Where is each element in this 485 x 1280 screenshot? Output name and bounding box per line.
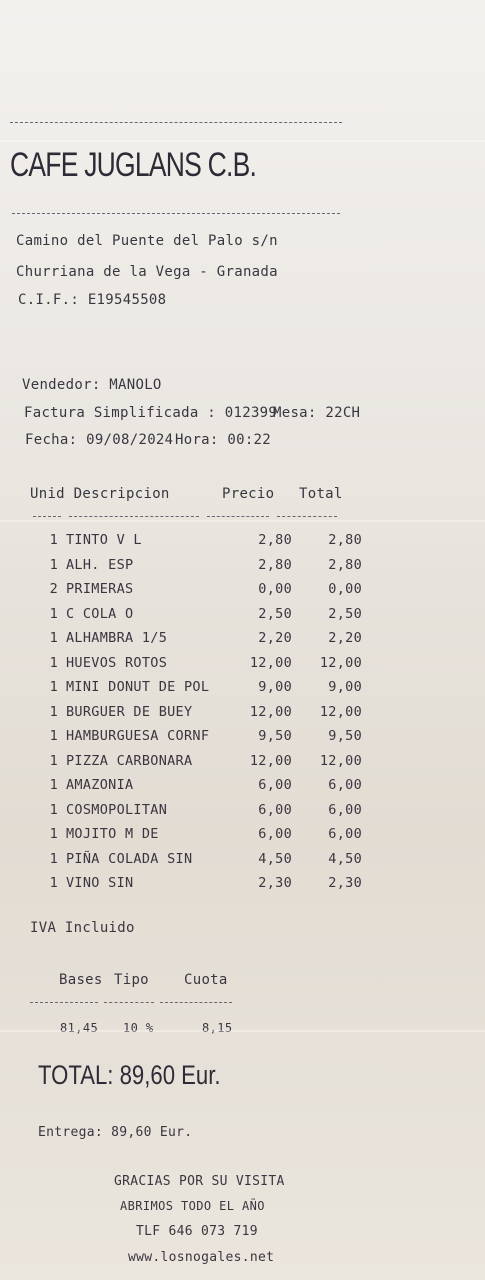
item-qty: 1 — [49, 605, 58, 622]
col-price: Precio — [222, 486, 275, 502]
item-row — [44, 528, 362, 553]
business-name: CAFE JUGLANS C.B. — [10, 146, 257, 184]
item-row — [44, 871, 362, 896]
item-price: 2,50 — [258, 605, 292, 622]
item-price: 4,50 — [258, 850, 292, 867]
item-total: 6,00 — [328, 826, 362, 843]
item-qty: 1 — [49, 654, 58, 671]
item-total: 4,50 — [328, 850, 362, 867]
date: Fecha: 09/08/2024 — [25, 432, 174, 448]
item-total: 12,00 — [319, 654, 362, 671]
address-line-1: Camino del Puente del Palo s/n — [16, 233, 278, 249]
amount-delivered: Entrega: 89,60 Eur. — [38, 1125, 193, 1140]
item-qty: 1 — [49, 630, 58, 647]
item-total: 9,00 — [328, 679, 362, 696]
item-qty: 1 — [49, 728, 58, 745]
grand-total: TOTAL: 89,60 Eur. — [38, 1060, 221, 1090]
item-description: HUEVOS ROTOS — [66, 654, 168, 671]
item-total: 6,00 — [328, 801, 362, 818]
item-row — [44, 773, 362, 798]
item-description: AMAZONIA — [66, 777, 134, 794]
tax-header-quota: Cuota — [184, 972, 228, 988]
item-price: 12,00 — [249, 703, 292, 720]
footer-phone: TLF 646 073 719 — [136, 1224, 258, 1239]
footer-thanks: GRACIAS POR SU VISITA — [114, 1174, 285, 1189]
item-description: PIÑA COLADA SIN — [66, 850, 193, 867]
item-total: 2,80 — [328, 556, 362, 573]
item-price: 6,00 — [258, 801, 292, 818]
table-number: Mesa: 22CH — [273, 405, 361, 421]
tax-divider — [160, 1002, 232, 1003]
item-description: TINTO V L — [66, 532, 142, 549]
item-total: 2,50 — [328, 605, 362, 622]
item-price: 2,80 — [258, 532, 292, 549]
item-row — [44, 577, 362, 602]
item-qty: 2 — [49, 581, 58, 598]
item-description: ALH. ESP — [66, 556, 134, 573]
tax-quota-value: 8,15 — [202, 1021, 233, 1035]
item-qty: 1 — [49, 875, 58, 892]
item-row — [44, 553, 362, 578]
item-qty: 1 — [49, 801, 58, 818]
item-description: MOJITO M DE — [66, 826, 159, 843]
time: Hora: 00:22 — [175, 432, 272, 448]
item-total: 12,00 — [319, 752, 362, 769]
item-description: PIZZA CARBONARA — [66, 752, 193, 769]
vendor: Vendedor: MANOLO — [22, 377, 162, 393]
item-description: C COLA O — [66, 605, 134, 622]
item-row — [44, 724, 362, 749]
footer-open: ABRIMOS TODO EL AÑO — [120, 1199, 265, 1213]
item-qty: 1 — [49, 703, 58, 720]
item-description: PRIMERAS — [66, 581, 134, 598]
item-price: 2,30 — [258, 875, 292, 892]
item-description: MINI DONUT DE POL — [66, 679, 210, 696]
col-divider — [207, 516, 269, 517]
item-row — [44, 675, 362, 700]
item-price: 12,00 — [249, 654, 292, 671]
item-qty: 1 — [49, 752, 58, 769]
tax-divider — [30, 1002, 98, 1003]
item-row — [44, 822, 362, 847]
paper-fold — [0, 140, 485, 142]
tax-type-value: 10 % — [123, 1021, 154, 1035]
col-divider — [69, 516, 199, 517]
item-price: 6,00 — [258, 826, 292, 843]
item-qty: 1 — [49, 679, 58, 696]
footer-web: www.losnogales.net — [128, 1250, 275, 1265]
item-price: 0,00 — [258, 581, 292, 598]
item-row — [44, 651, 362, 676]
col-divider — [33, 516, 61, 517]
item-row — [44, 602, 362, 627]
item-row — [44, 749, 362, 774]
paper-fold — [0, 1030, 485, 1032]
item-total: 2,80 — [328, 532, 362, 549]
tax-base-value: 81,45 — [60, 1021, 99, 1035]
item-description: HAMBURGUESA CORNF — [66, 728, 210, 745]
items-table — [44, 528, 362, 896]
item-row — [44, 700, 362, 725]
item-qty: 1 — [49, 532, 58, 549]
col-total: Total — [299, 486, 343, 502]
item-price: 2,80 — [258, 556, 292, 573]
col-qty-desc: Unid Descripcion — [30, 486, 170, 502]
item-total: 6,00 — [328, 777, 362, 794]
item-row — [44, 798, 362, 823]
item-total: 0,00 — [328, 581, 362, 598]
item-qty: 1 — [49, 850, 58, 867]
item-price: 9,50 — [258, 728, 292, 745]
item-row — [44, 847, 362, 872]
cif: C.I.F.: E19545508 — [18, 292, 167, 308]
item-total: 2,20 — [328, 630, 362, 647]
item-price: 2,20 — [258, 630, 292, 647]
paper-fold — [0, 520, 485, 522]
item-description: ALHAMBRA 1/5 — [66, 630, 168, 647]
item-description: COSMOPOLITAN — [66, 801, 168, 818]
tax-header-type: Tipo — [114, 972, 149, 988]
header-divider — [12, 213, 340, 214]
tax-header-base: Bases — [59, 972, 103, 988]
vat-included: IVA Incluido — [30, 920, 135, 936]
item-qty: 1 — [49, 556, 58, 573]
item-description: BURGUER DE BUEY — [66, 703, 193, 720]
item-row — [44, 626, 362, 651]
top-divider — [10, 122, 342, 123]
item-total: 9,50 — [328, 728, 362, 745]
item-total: 12,00 — [319, 703, 362, 720]
item-qty: 1 — [49, 777, 58, 794]
col-divider — [277, 516, 337, 517]
invoice-number: Factura Simplificada : 012399 — [24, 405, 278, 421]
item-total: 2,30 — [328, 875, 362, 892]
item-price: 6,00 — [258, 777, 292, 794]
address-line-2: Churriana de la Vega - Granada — [16, 264, 278, 280]
item-price: 12,00 — [249, 752, 292, 769]
tax-divider — [104, 1002, 154, 1003]
item-price: 9,00 — [258, 679, 292, 696]
item-qty: 1 — [49, 826, 58, 843]
item-description: VINO SIN — [66, 875, 134, 892]
